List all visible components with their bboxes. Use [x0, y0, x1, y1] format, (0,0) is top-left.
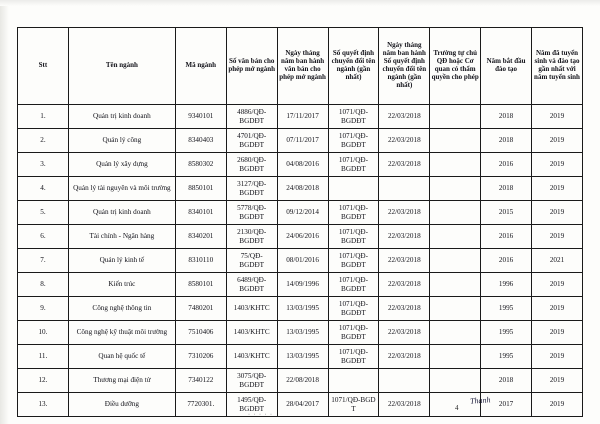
cell-ngay-quyet-dinh: 22/03/2018	[379, 321, 430, 345]
cell-ngay-quyet-dinh: 22/03/2018	[379, 105, 430, 129]
cell-so-quyet-dinh	[328, 369, 379, 393]
cell-co-quan	[430, 105, 481, 129]
table-row	[18, 201, 583, 225]
cell-stt: 4.	[18, 177, 69, 201]
cell-so-van-ban: 4886/QĐ-BGDĐT	[226, 105, 277, 129]
cell-ngay-ban-hanh: 14/09/1996	[277, 273, 328, 297]
cell-ten-nganh: Kiến trúc	[68, 273, 175, 297]
table-row	[18, 225, 583, 249]
table-row	[18, 249, 583, 273]
cell-nam-tuyen-sinh: 2019	[532, 297, 583, 321]
cell-nam-bat-dau: 2018	[481, 105, 532, 129]
cell-so-quyet-dinh: 1071/QĐ-BGDĐT	[328, 345, 379, 369]
header-co-quan-tham-quyen: Trường tự chủ QĐ hoặc Cơ quan có thẩm quyền cho phép	[430, 28, 481, 105]
cell-so-quyet-dinh: 1071/QĐ-BGD T	[328, 393, 379, 417]
cell-ngay-quyet-dinh: 22/03/2018	[379, 129, 430, 153]
table-row	[18, 297, 583, 321]
scan-edge-left	[0, 0, 9, 424]
cell-stt: 8.	[18, 273, 69, 297]
cell-stt: 1.	[18, 105, 69, 129]
cell-nam-bat-dau: 2016	[481, 249, 532, 273]
cell-ngay-quyet-dinh: 22/03/2018	[379, 225, 430, 249]
cell-ngay-ban-hanh: 04/08/2016	[277, 153, 328, 177]
cell-nam-tuyen-sinh: 2019	[532, 105, 583, 129]
cell-ngay-ban-hanh: 13/03/1995	[277, 321, 328, 345]
cell-so-van-ban: 75/QĐ-BGDĐT	[226, 249, 277, 273]
cell-stt: 13.	[18, 393, 69, 417]
cell-co-quan	[430, 177, 481, 201]
cell-ten-nganh: Quản trị kinh doanh	[68, 105, 175, 129]
cell-ngay-quyet-dinh	[379, 369, 430, 393]
cell-nam-tuyen-sinh: 2019	[532, 201, 583, 225]
cell-ma-nganh: 7480201	[175, 297, 226, 321]
cell-stt: 7.	[18, 249, 69, 273]
cell-ngay-ban-hanh: 17/11/2017	[277, 105, 328, 129]
cell-co-quan	[430, 273, 481, 297]
cell-ten-nganh: Công nghệ thông tin	[68, 297, 175, 321]
header-ten-nganh: Tên ngành	[68, 28, 175, 105]
cell-nam-tuyen-sinh: 2019	[532, 273, 583, 297]
cell-ten-nganh: Quản lý kinh tế	[68, 249, 175, 273]
cell-so-van-ban: 4701/QĐ-BGDĐT	[226, 129, 277, 153]
header-so-van-ban: Số văn bản cho phép mở ngành	[226, 28, 277, 105]
cell-so-quyet-dinh: 1071/QĐ-BGDĐT	[328, 153, 379, 177]
cell-nam-bat-dau: 1996	[481, 273, 532, 297]
cell-so-quyet-dinh: 1071/QĐ-BGDĐT	[328, 225, 379, 249]
cell-nam-bat-dau: 2017	[481, 393, 532, 417]
cell-ngay-quyet-dinh	[379, 177, 430, 201]
table-row	[18, 345, 583, 369]
cell-ma-nganh: 8310110	[175, 249, 226, 273]
cell-ma-nganh: 7510406	[175, 321, 226, 345]
table-header	[18, 28, 583, 105]
cell-ten-nganh: Điều dưỡng	[68, 393, 175, 417]
cell-ma-nganh: 8340101	[175, 201, 226, 225]
cell-ngay-ban-hanh: 24/06/2016	[277, 225, 328, 249]
cell-so-quyet-dinh: 1071/QĐ-BGDĐT	[328, 273, 379, 297]
cell-so-quyet-dinh: 1071/QĐ-BGDĐT	[328, 321, 379, 345]
cell-co-quan	[430, 321, 481, 345]
scan-edge-top	[0, 0, 600, 6]
cell-nam-bat-dau: 2016	[481, 225, 532, 249]
table-row	[18, 177, 583, 201]
cell-ngay-quyet-dinh: 22/03/2018	[379, 345, 430, 369]
cell-ten-nganh: Thương mại điện tử	[68, 369, 175, 393]
cell-so-van-ban: 1403/KHTC	[226, 297, 277, 321]
table-row	[18, 393, 583, 417]
cell-so-quyet-dinh: 1071/QĐ-BGDĐT	[328, 201, 379, 225]
cell-nam-tuyen-sinh: 2019	[532, 153, 583, 177]
cell-stt: 9.	[18, 297, 69, 321]
cell-so-van-ban: 3127/QĐ-BGDĐT	[226, 177, 277, 201]
table-row	[18, 105, 583, 129]
cell-ten-nganh: Quan hệ quốc tế	[68, 345, 175, 369]
programs-table	[17, 27, 583, 417]
cell-stt: 5.	[18, 201, 69, 225]
table-body	[18, 105, 583, 417]
cell-nam-bat-dau: 1995	[481, 297, 532, 321]
header-ngay-quyet-dinh-chuyen-doi: Ngày tháng năm ban hành Số quyết định chuyển đổi tên ngành (gần nhất)	[379, 28, 430, 105]
cell-ma-nganh: 7310206	[175, 345, 226, 369]
cell-so-van-ban: 1495/QĐ-BGDĐT	[226, 393, 277, 417]
header-ngay-ban-hanh: Ngày tháng năm ban hành văn bản cho phép mở ngành	[277, 28, 328, 105]
cell-stt: 12.	[18, 369, 69, 393]
header-so-quyet-dinh-chuyen-doi: Số quyết định chuyển đổi tên ngành (gần nhất)	[328, 28, 379, 105]
cell-so-van-ban: 6489/QĐ-BGDĐT	[226, 273, 277, 297]
cell-ma-nganh: 8850101	[175, 177, 226, 201]
cell-ten-nganh: Quản trị kinh doanh	[68, 201, 175, 225]
cell-ma-nganh: 7340122	[175, 369, 226, 393]
cell-nam-bat-dau: 2018	[481, 129, 532, 153]
cell-nam-bat-dau: 2018	[481, 369, 532, 393]
cell-ngay-quyet-dinh: 22/03/2018	[379, 297, 430, 321]
header-nam-bat-dau: Năm bắt đầu đào tạo	[481, 28, 532, 105]
cell-so-quyet-dinh: 1071/QĐ-BGDĐT	[328, 129, 379, 153]
cell-ngay-ban-hanh: 07/11/2017	[277, 129, 328, 153]
table-row	[18, 273, 583, 297]
cell-stt: 10.	[18, 321, 69, 345]
cell-so-van-ban: 1403/KHTC	[226, 321, 277, 345]
cell-nam-bat-dau: 1995	[481, 345, 532, 369]
cell-nam-tuyen-sinh: 2019	[532, 177, 583, 201]
cell-stt: 3.	[18, 153, 69, 177]
cell-stt: 11.	[18, 345, 69, 369]
cell-ma-nganh: 8340403	[175, 129, 226, 153]
cell-so-van-ban: 2680/QĐ-BGDĐT	[226, 153, 277, 177]
cell-nam-tuyen-sinh: 2019	[532, 345, 583, 369]
cell-ngay-ban-hanh: 08/01/2016	[277, 249, 328, 273]
cell-so-quyet-dinh: 1071/QĐ-BGDĐT	[328, 249, 379, 273]
cell-co-quan	[430, 225, 481, 249]
cell-so-van-ban: 5778/QĐ-BGDĐT	[226, 201, 277, 225]
cell-so-van-ban: 3075/QĐ-BGDĐT	[226, 369, 277, 393]
cell-co-quan	[430, 297, 481, 321]
cell-ten-nganh: Quản lý xây dựng	[68, 153, 175, 177]
table-row	[18, 153, 583, 177]
cell-ma-nganh: 8340201	[175, 225, 226, 249]
cell-stt: 6.	[18, 225, 69, 249]
cell-ten-nganh: Công nghệ kỹ thuật môi trường	[68, 321, 175, 345]
cell-nam-bat-dau: 1995	[481, 321, 532, 345]
header-stt: Stt	[18, 28, 69, 105]
cell-ngay-quyet-dinh: 22/03/2018	[379, 201, 430, 225]
cell-nam-tuyen-sinh: 2019	[532, 321, 583, 345]
cell-nam-tuyen-sinh: 2019	[532, 393, 583, 417]
table-row	[18, 369, 583, 393]
cell-so-quyet-dinh: 1071/QĐ-BGDĐT	[328, 105, 379, 129]
table-header-row	[18, 28, 583, 105]
cell-nam-tuyen-sinh: 2021	[532, 249, 583, 273]
cell-ma-nganh: 8580101	[175, 273, 226, 297]
cell-ngay-ban-hanh: 22/08/2018	[277, 369, 328, 393]
cell-ngay-quyet-dinh: 22/03/2018	[379, 273, 430, 297]
cell-so-van-ban: 1403/KHTC	[226, 345, 277, 369]
cell-ngay-quyet-dinh: 22/03/2018	[379, 393, 430, 417]
programs-table-container	[17, 27, 583, 417]
cell-so-van-ban: 2130/QĐ-BGDĐT	[226, 225, 277, 249]
cell-ten-nganh: Quản lý công	[68, 129, 175, 153]
cell-so-quyet-dinh: 1071/QĐ-BGDĐT	[328, 297, 379, 321]
cell-ten-nganh: Tài chính - Ngân hàng	[68, 225, 175, 249]
handwritten-signature: Thanh	[469, 395, 491, 406]
cell-so-quyet-dinh	[328, 177, 379, 201]
cell-nam-bat-dau: 2015	[481, 201, 532, 225]
cell-ngay-quyet-dinh: 22/03/2018	[379, 153, 430, 177]
cell-nam-tuyen-sinh: 2019	[532, 129, 583, 153]
table-row	[18, 321, 583, 345]
cell-ngay-ban-hanh: 13/03/1995	[277, 345, 328, 369]
cell-nam-bat-dau: 2018	[481, 177, 532, 201]
header-ma-nganh: Mã ngành	[175, 28, 226, 105]
cell-co-quan	[430, 249, 481, 273]
bottom-scan-marks: · · · · ·	[248, 412, 273, 418]
header-nam-tuyen-sinh: Năm đã tuyển sinh và đào tạo gần nhất với năm tuyển sinh	[532, 28, 583, 105]
cell-ngay-ban-hanh: 28/04/2017	[277, 393, 328, 417]
cell-stt: 2.	[18, 129, 69, 153]
cell-ten-nganh: Quản lý tài nguyên và môi trường	[68, 177, 175, 201]
cell-co-quan	[430, 345, 481, 369]
cell-ma-nganh: 7720301.	[175, 393, 226, 417]
page-number: 4	[455, 404, 459, 412]
cell-nam-tuyen-sinh: 2019	[532, 369, 583, 393]
table-row	[18, 129, 583, 153]
cell-nam-bat-dau: 2016	[481, 153, 532, 177]
cell-co-quan	[430, 153, 481, 177]
cell-co-quan	[430, 201, 481, 225]
cell-ngay-ban-hanh: 24/08/2018	[277, 177, 328, 201]
cell-co-quan	[430, 369, 481, 393]
cell-nam-tuyen-sinh: 2019	[532, 225, 583, 249]
cell-co-quan	[430, 129, 481, 153]
cell-ngay-quyet-dinh: 22/03/2018	[379, 249, 430, 273]
cell-ma-nganh: 9340101	[175, 105, 226, 129]
cell-ma-nganh: 8580302	[175, 153, 226, 177]
cell-ngay-ban-hanh: 13/03/1995	[277, 297, 328, 321]
cell-ngay-ban-hanh: 09/12/2014	[277, 201, 328, 225]
